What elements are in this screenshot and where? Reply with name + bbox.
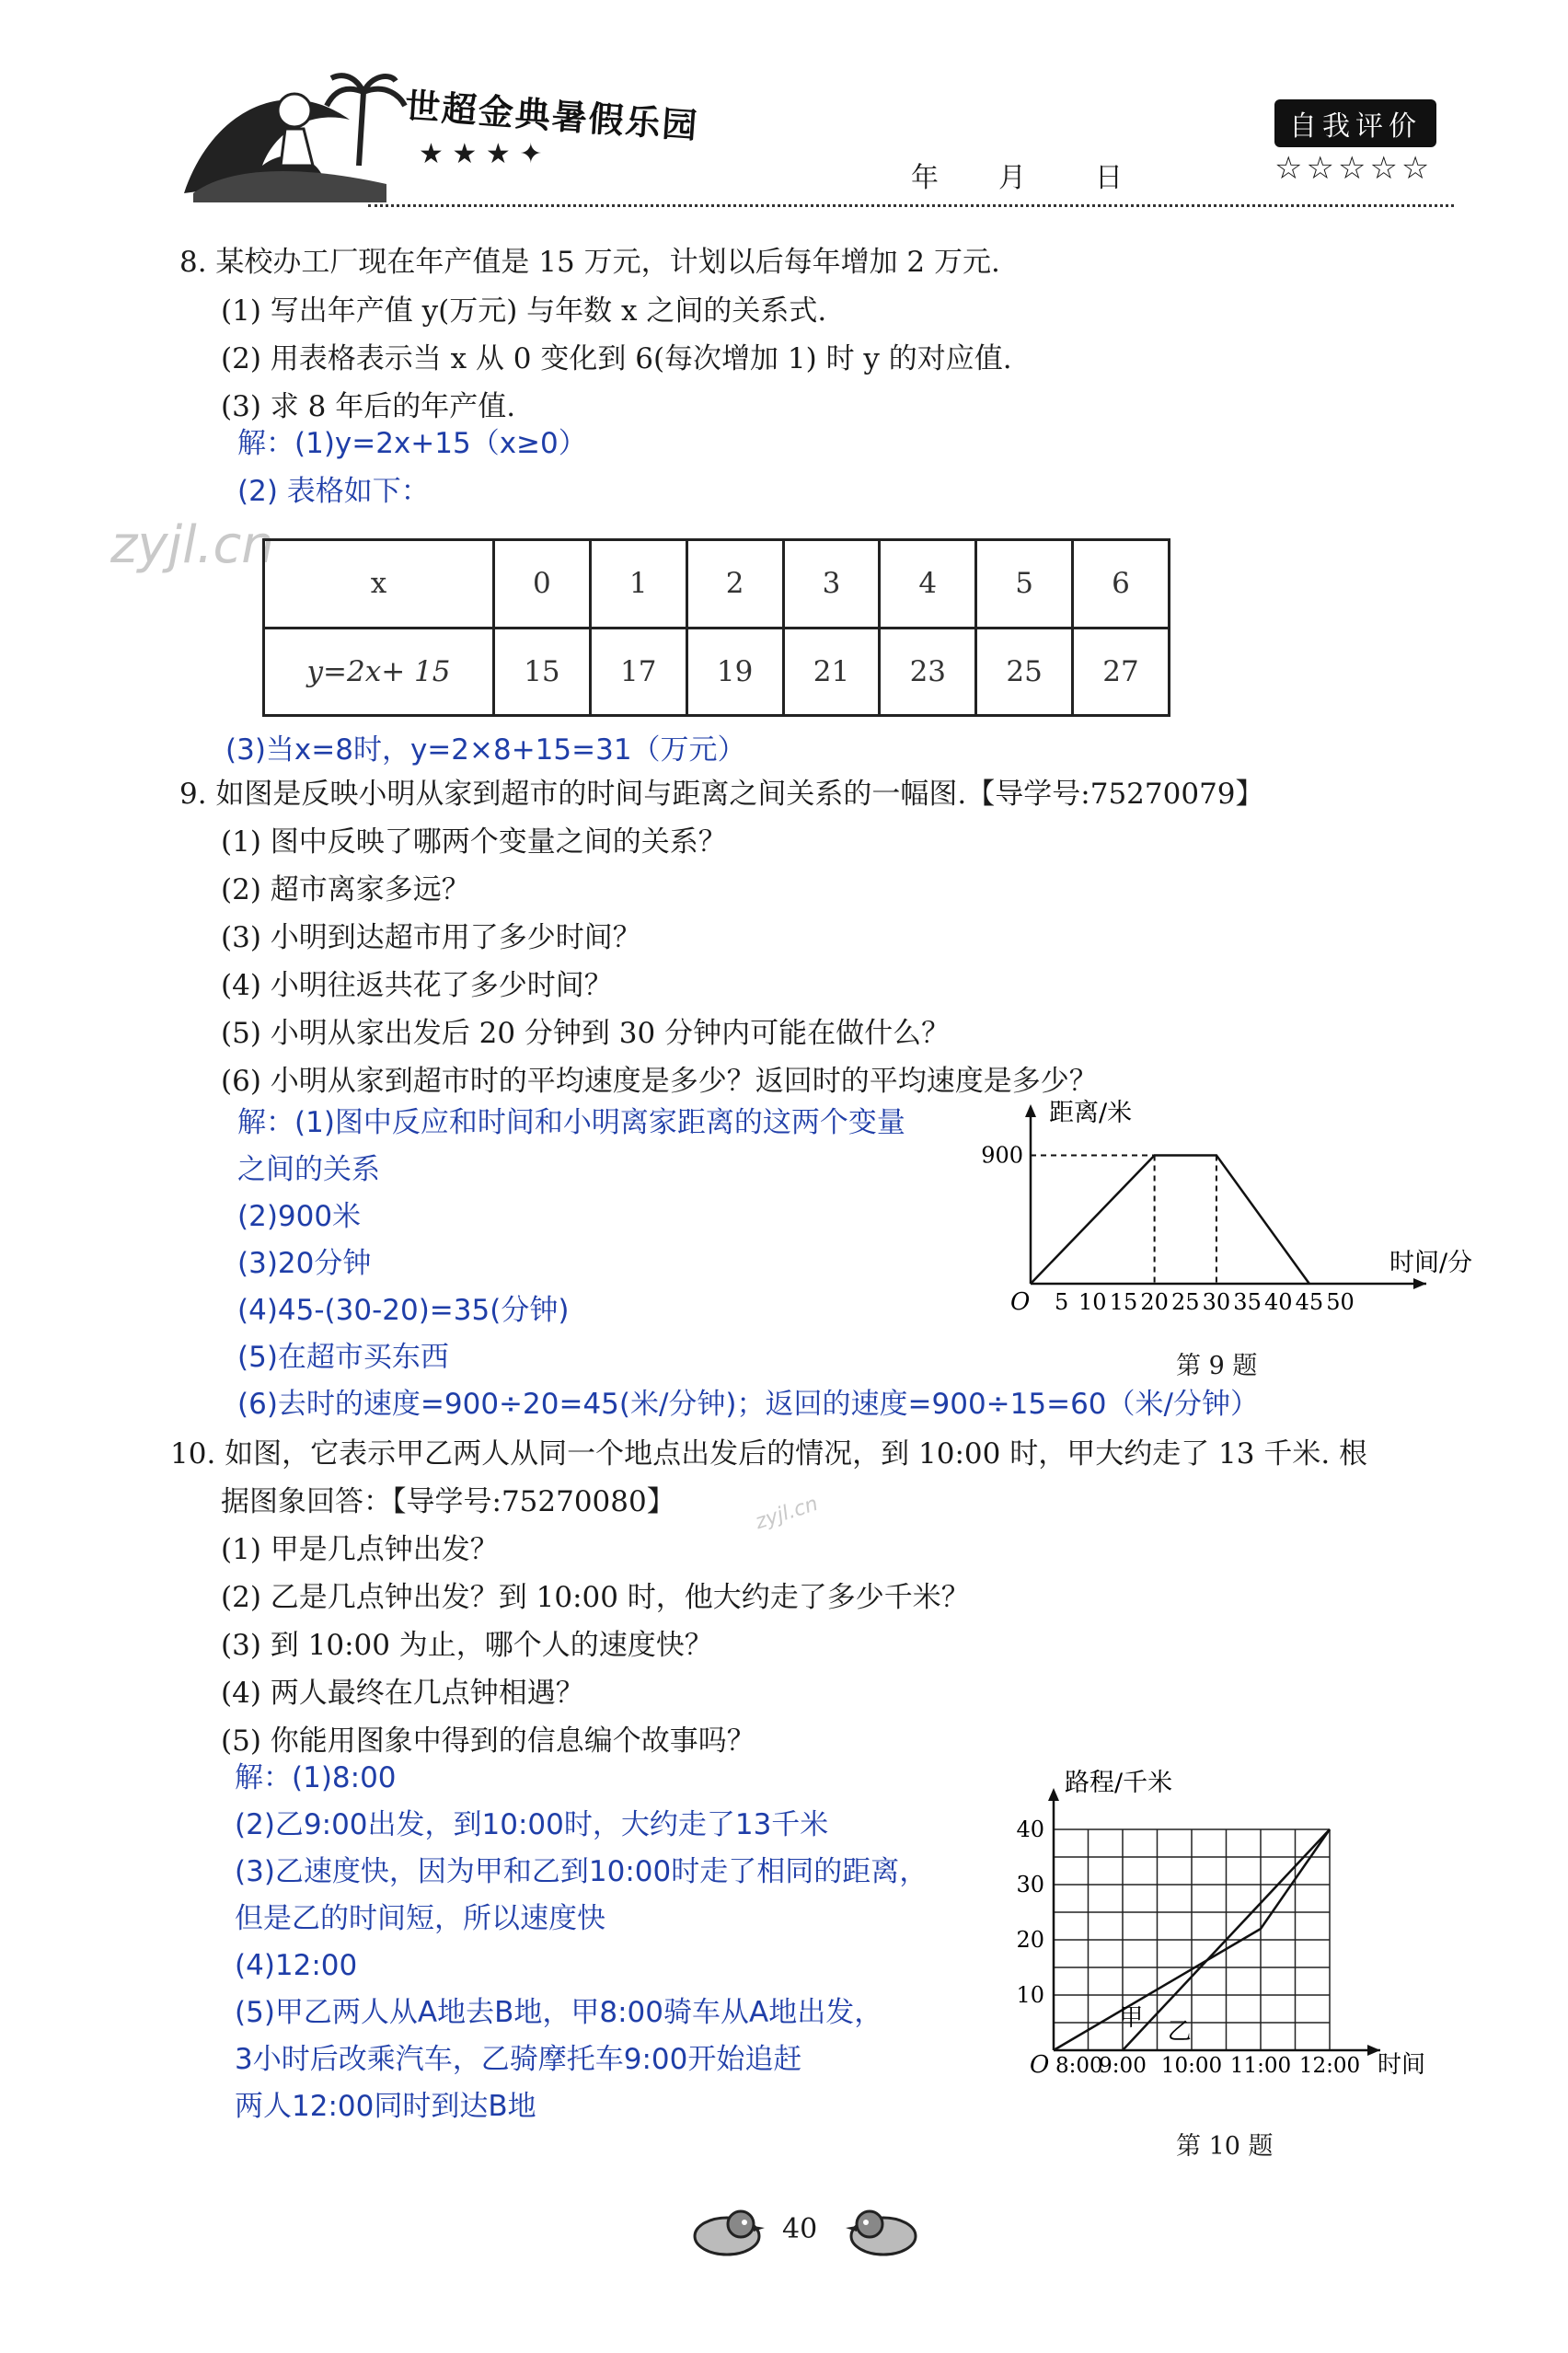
q10-part-2: (2) 乙是几点钟出发？到 10:00 时，他大约走了多少千米？: [221, 1581, 970, 1614]
watermark-main: zyjl.cn: [110, 515, 274, 575]
footer-bird-right-icon: [842, 2204, 925, 2263]
q10-answer-5c: 两人12:00同时到达B地: [235, 2090, 536, 2123]
q8-part-3: (3) 求 8 年后的年产值.: [221, 390, 516, 423]
q10-answer-4: (4)12:00: [235, 1949, 358, 1982]
q9-answer-3: (3)20分钟: [237, 1247, 372, 1280]
q10-caption: 第 10 题: [1176, 2132, 1274, 2161]
x-tick-label: 40: [1263, 1289, 1293, 1315]
q9-part-5: (5) 小明从家出发后 20 分钟到 30 分钟内可能在做什么？: [221, 1017, 951, 1050]
q8-value-table: [262, 538, 1170, 717]
q8-stem: 8. 某校办工厂现在年产值是 15 万元，计划以后每年增加 2 万元.: [179, 246, 1000, 279]
q9-part-4: (4) 小明往返共花了多少时间？: [221, 969, 613, 1002]
x-tick-label: 20: [1140, 1289, 1169, 1315]
date-month: 月: [998, 162, 1028, 194]
table-cell: 4: [880, 540, 976, 629]
table-cell: 0: [494, 540, 591, 629]
x-tick-label: 10: [1078, 1289, 1107, 1315]
x-tick-label: 8:00: [1055, 2054, 1103, 2078]
q9-answer-1: 解：(1)图中反应和时间和小明离家距离的这两个变量: [237, 1106, 905, 1139]
q9-part-3: (3) 小明到达超市用了多少时间？: [221, 921, 641, 954]
q9-distance-time-chart: [981, 1099, 1473, 1330]
x-tick-label: 45: [1295, 1289, 1324, 1315]
q8-answer-3: (3)当x=8时，y=2×8+15=31（万元）: [225, 733, 746, 767]
series-label-乙: 乙: [1167, 2018, 1192, 2046]
y-tick-label: 20: [1016, 1927, 1044, 1953]
q8-part-2: (2) 用表格表示当 x 从 0 变化到 6(每次增加 1) 时 y 的对应值.: [221, 342, 1012, 375]
series-title: 世超金典暑假乐园: [403, 85, 700, 147]
table-cell: 1: [590, 540, 686, 629]
watermark-small: zyjl.cn: [752, 1492, 821, 1535]
table-cell: 21: [783, 628, 880, 716]
x-tick-label: 5: [1055, 1289, 1069, 1315]
table-cell: 23: [880, 628, 976, 716]
y-tick-label: 40: [1016, 1817, 1044, 1842]
table-row: [264, 628, 1170, 716]
date-year: 年: [911, 162, 940, 194]
table-cell: 15: [494, 628, 591, 716]
q10-part-1: (1) 甲是几点钟出发？: [221, 1533, 499, 1566]
x-tick-label: 30: [1202, 1289, 1231, 1315]
q9-part-1: (1) 图中反映了哪两个变量之间的关系？: [221, 825, 727, 859]
table-header-y: y=2x+ 15: [264, 628, 494, 716]
footer-bird-left-icon: [686, 2204, 768, 2263]
self-eval-badge: 自我评价: [1274, 99, 1436, 147]
table-cell: 17: [590, 628, 686, 716]
q10-answer-5: (5)甲乙两人从A地去B地，甲8:00骑车从A地出发，: [235, 1996, 883, 2029]
table-cell: 3: [783, 540, 880, 629]
q10-answer-2: (2)乙9:00出发，到10:00时，大约走了13千米: [235, 1808, 829, 1841]
q10-part-5: (5) 你能用图象中得到的信息编个故事吗？: [221, 1724, 755, 1758]
header-divider: [368, 204, 1454, 207]
q10-part-4: (4) 两人最终在几点钟相遇？: [221, 1677, 584, 1710]
x-axis-label: 时间/分: [1389, 1249, 1473, 1277]
q10-answer-3: (3)乙速度快，因为甲和乙到10:00时走了相同的距离，: [235, 1855, 928, 1888]
q9-part-6: (6) 小明从家到超市时的平均速度是多少？返回时的平均速度是多少？: [221, 1065, 1098, 1098]
q8-answer-1: 解：(1)y=2x+15（x≥0）: [237, 427, 587, 460]
origin-label: O: [1010, 1288, 1031, 1316]
q9-answer-5: (5)在超市买东西: [237, 1341, 449, 1374]
table-row: [264, 540, 1170, 629]
x-tick-label: 9:00: [1099, 2054, 1147, 2078]
q9-answer-2: (2)900米: [237, 1200, 362, 1233]
q8-part-1: (1) 写出年产值 y(万元) 与年数 x 之间的关系式.: [221, 294, 827, 328]
x-tick-label: 11:00: [1229, 2054, 1292, 2078]
table-cell: 6: [1073, 540, 1170, 629]
table-cell: 25: [976, 628, 1073, 716]
table-cell: 27: [1073, 628, 1170, 716]
q10-answer-5b: 3小时后改乘汽车，乙骑摩托车9:00开始追赶: [235, 2043, 802, 2076]
y-tick-label: 900: [981, 1142, 1023, 1169]
y-tick-label: 30: [1016, 1872, 1044, 1897]
table-cell: 19: [686, 628, 783, 716]
x-axis-arrow-icon: [1413, 1278, 1426, 1289]
q9-stem: 9. 如图是反映小明从家到超市的时间与距离之间关系的一幅图.【导学号:75270079】: [179, 778, 1264, 811]
series-label-甲: 甲: [1119, 2004, 1144, 2032]
table-cell: 2: [686, 540, 783, 629]
series-line-小明: [1031, 1156, 1309, 1285]
origin-label: O: [1030, 2051, 1050, 2079]
y-axis-label: 距离/米: [1049, 1099, 1133, 1127]
x-axis-label: 时间: [1378, 2051, 1426, 2079]
q9-part-2: (2) 超市离家多远？: [221, 873, 470, 906]
page-number: 40: [782, 2213, 818, 2245]
y-axis-arrow-icon: [1025, 1104, 1036, 1117]
q9-answer-1b: 之间的关系: [237, 1153, 380, 1186]
q10-answer-1: 解：(1)8:00: [235, 1761, 397, 1794]
rating-stars[interactable]: ☆☆☆☆☆: [1274, 150, 1434, 187]
q10-answer-3b: 但是乙的时间短，所以速度快: [235, 1902, 605, 1935]
x-tick-label: 25: [1170, 1289, 1200, 1315]
q8-answer-2: (2) 表格如下：: [237, 475, 430, 508]
header-decor-stars: ★ ★ ★ ✦: [419, 138, 543, 170]
q10-route-time-chart: [1003, 1765, 1454, 2096]
x-tick-label: 35: [1233, 1289, 1262, 1315]
q10-stem-line-2: 据图象回答：【导学号:75270080】: [221, 1485, 675, 1518]
x-tick-label: 10:00: [1160, 2054, 1223, 2078]
x-tick-label: 12:00: [1298, 2054, 1361, 2078]
q10-stem-line-1: 10. 如图，它表示甲乙两人从同一个地点出发后的情况，到 10:00 时，甲大约走了 13 千米. 根: [170, 1437, 1368, 1471]
x-tick-label: 50: [1326, 1289, 1355, 1315]
y-axis-arrow-icon: [1048, 1788, 1059, 1801]
y-tick-label: 10: [1016, 1982, 1044, 2008]
q9-answer-4: (4)45-(30-20)=35(分钟): [237, 1294, 570, 1327]
q9-answer-6: (6)去时的速度=900÷20=45(米/分钟)；返回的速度=900÷15=60（米/分钟）: [237, 1388, 1259, 1421]
table-cell: 5: [976, 540, 1073, 629]
q9-caption: 第 9 题: [1176, 1352, 1258, 1380]
table-header-x: x: [264, 540, 494, 629]
q10-part-3: (3) 到 10:00 为止，哪个人的速度快？: [221, 1629, 713, 1662]
x-tick-label: 15: [1109, 1289, 1138, 1315]
y-axis-label: 路程/千米: [1065, 1769, 1173, 1797]
date-day: 日: [1095, 162, 1124, 194]
